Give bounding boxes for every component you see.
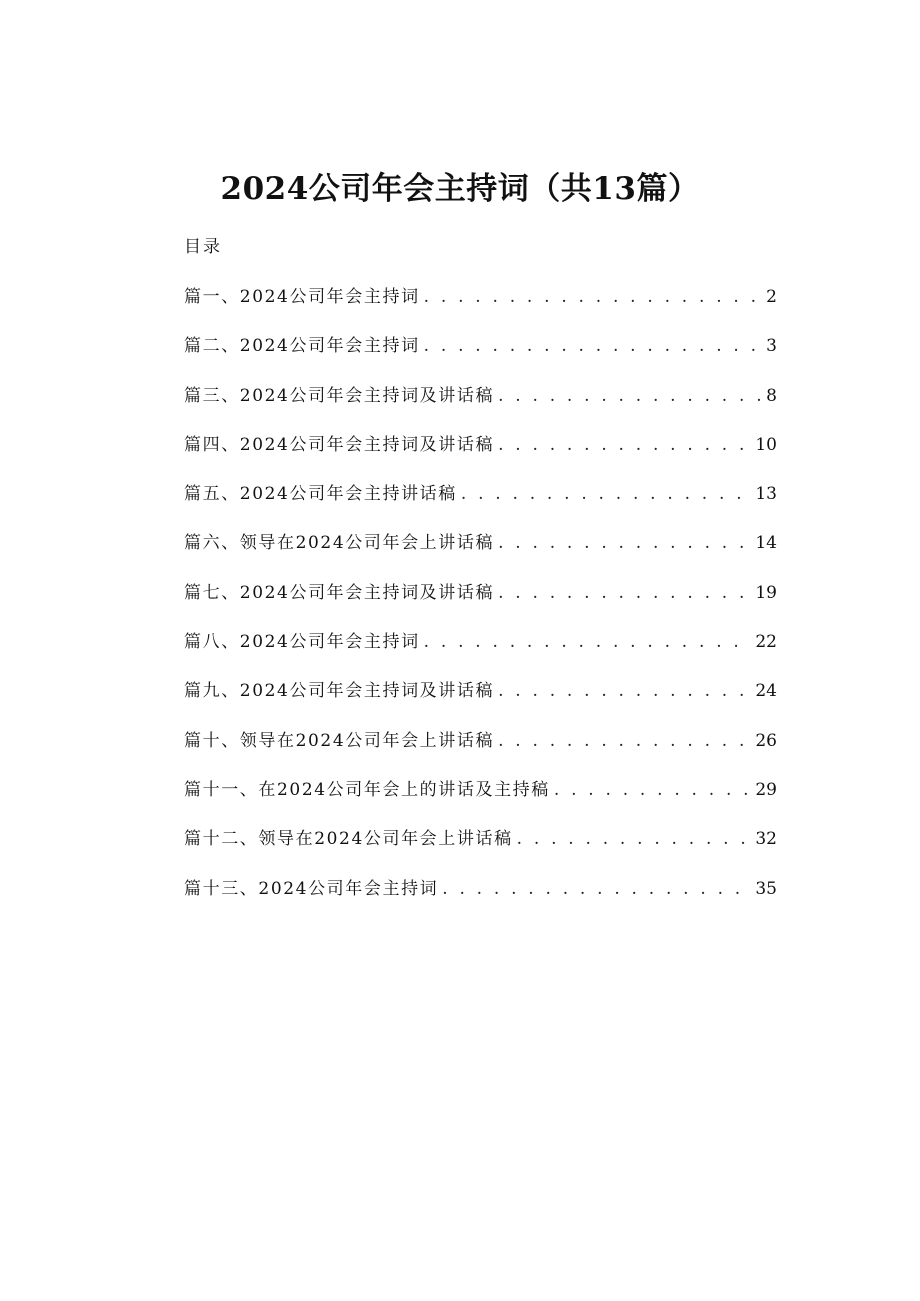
toc-entry-title: 篇九、2024公司年会主持词及讲话稿 xyxy=(184,681,495,702)
toc-page-number: 22 xyxy=(755,632,777,653)
toc-entry[interactable] xyxy=(184,876,777,925)
toc-dot-leader xyxy=(498,580,752,606)
toc-entry[interactable] xyxy=(184,777,777,826)
toc-entry-title: 篇一、2024公司年会主持词 xyxy=(184,287,420,307)
toc-dot-leader xyxy=(461,481,752,507)
toc-entry-title: 篇三、2024公司年会主持词及讲话稿 xyxy=(184,385,495,406)
toc-page-number: 32 xyxy=(755,829,777,850)
toc-page-number: 2 xyxy=(766,287,777,307)
toc-entry-title: 篇二、2024公司年会主持词 xyxy=(184,336,420,357)
toc-dot-leader xyxy=(498,383,763,409)
toc-entry-title: 篇八、2024公司年会主持词 xyxy=(184,632,420,653)
toc-page-number: 24 xyxy=(755,681,777,702)
toc-page-number: 26 xyxy=(755,730,777,751)
toc-entry[interactable] xyxy=(184,284,777,333)
toc-entry[interactable] xyxy=(184,826,777,875)
toc-page-number: 3 xyxy=(766,336,777,357)
toc-entry[interactable] xyxy=(184,678,777,727)
toc-entry[interactable] xyxy=(184,530,777,579)
toc-dot-leader xyxy=(424,629,753,655)
toc-dot-leader xyxy=(498,432,752,458)
document-title: 2024公司年会主持词（共13篇） xyxy=(220,170,700,207)
toc-dot-leader xyxy=(424,333,764,359)
toc-dot-leader xyxy=(517,826,753,852)
toc-entry-title: 篇四、2024公司年会主持词及讲话稿 xyxy=(184,434,495,455)
toc-entry[interactable] xyxy=(184,383,777,432)
toc-dot-leader xyxy=(498,678,752,704)
toc-page-number: 14 xyxy=(755,533,777,554)
toc-dot-leader xyxy=(498,530,752,556)
toc-entry[interactable] xyxy=(184,481,777,530)
toc-dot-leader xyxy=(424,284,764,310)
toc-page-number: 29 xyxy=(755,779,777,800)
toc-entry[interactable] xyxy=(184,333,777,382)
toc-entry-title: 篇六、领导在2024公司年会上讲话稿 xyxy=(184,533,495,554)
toc-page-number: 19 xyxy=(755,582,777,603)
toc-entry-title: 篇十、领导在2024公司年会上讲话稿 xyxy=(184,730,495,751)
toc-heading: 目录 xyxy=(184,237,222,257)
toc-dot-leader xyxy=(442,876,752,902)
toc-entry[interactable] xyxy=(184,629,777,678)
toc-entry-title: 篇十三、2024公司年会主持词 xyxy=(184,878,439,899)
toc-entry-title: 篇十二、领导在2024公司年会上讲话稿 xyxy=(184,829,513,850)
toc-dot-leader xyxy=(498,728,752,754)
toc-entry-title: 篇十一、在2024公司年会上的讲话及主持稿 xyxy=(184,779,550,800)
toc-dot-leader xyxy=(554,777,752,803)
toc-entry[interactable] xyxy=(184,432,777,481)
toc-page-number: 10 xyxy=(755,434,777,455)
toc-page-number: 35 xyxy=(755,878,777,899)
toc-entry[interactable] xyxy=(184,580,777,629)
toc-page-number: 13 xyxy=(755,484,777,505)
table-of-contents xyxy=(184,284,777,925)
toc-entry-title: 篇五、2024公司年会主持讲话稿 xyxy=(184,484,457,505)
toc-entry-title: 篇七、2024公司年会主持词及讲话稿 xyxy=(184,582,495,603)
toc-entry[interactable] xyxy=(184,728,777,777)
toc-page-number: 8 xyxy=(766,385,777,406)
